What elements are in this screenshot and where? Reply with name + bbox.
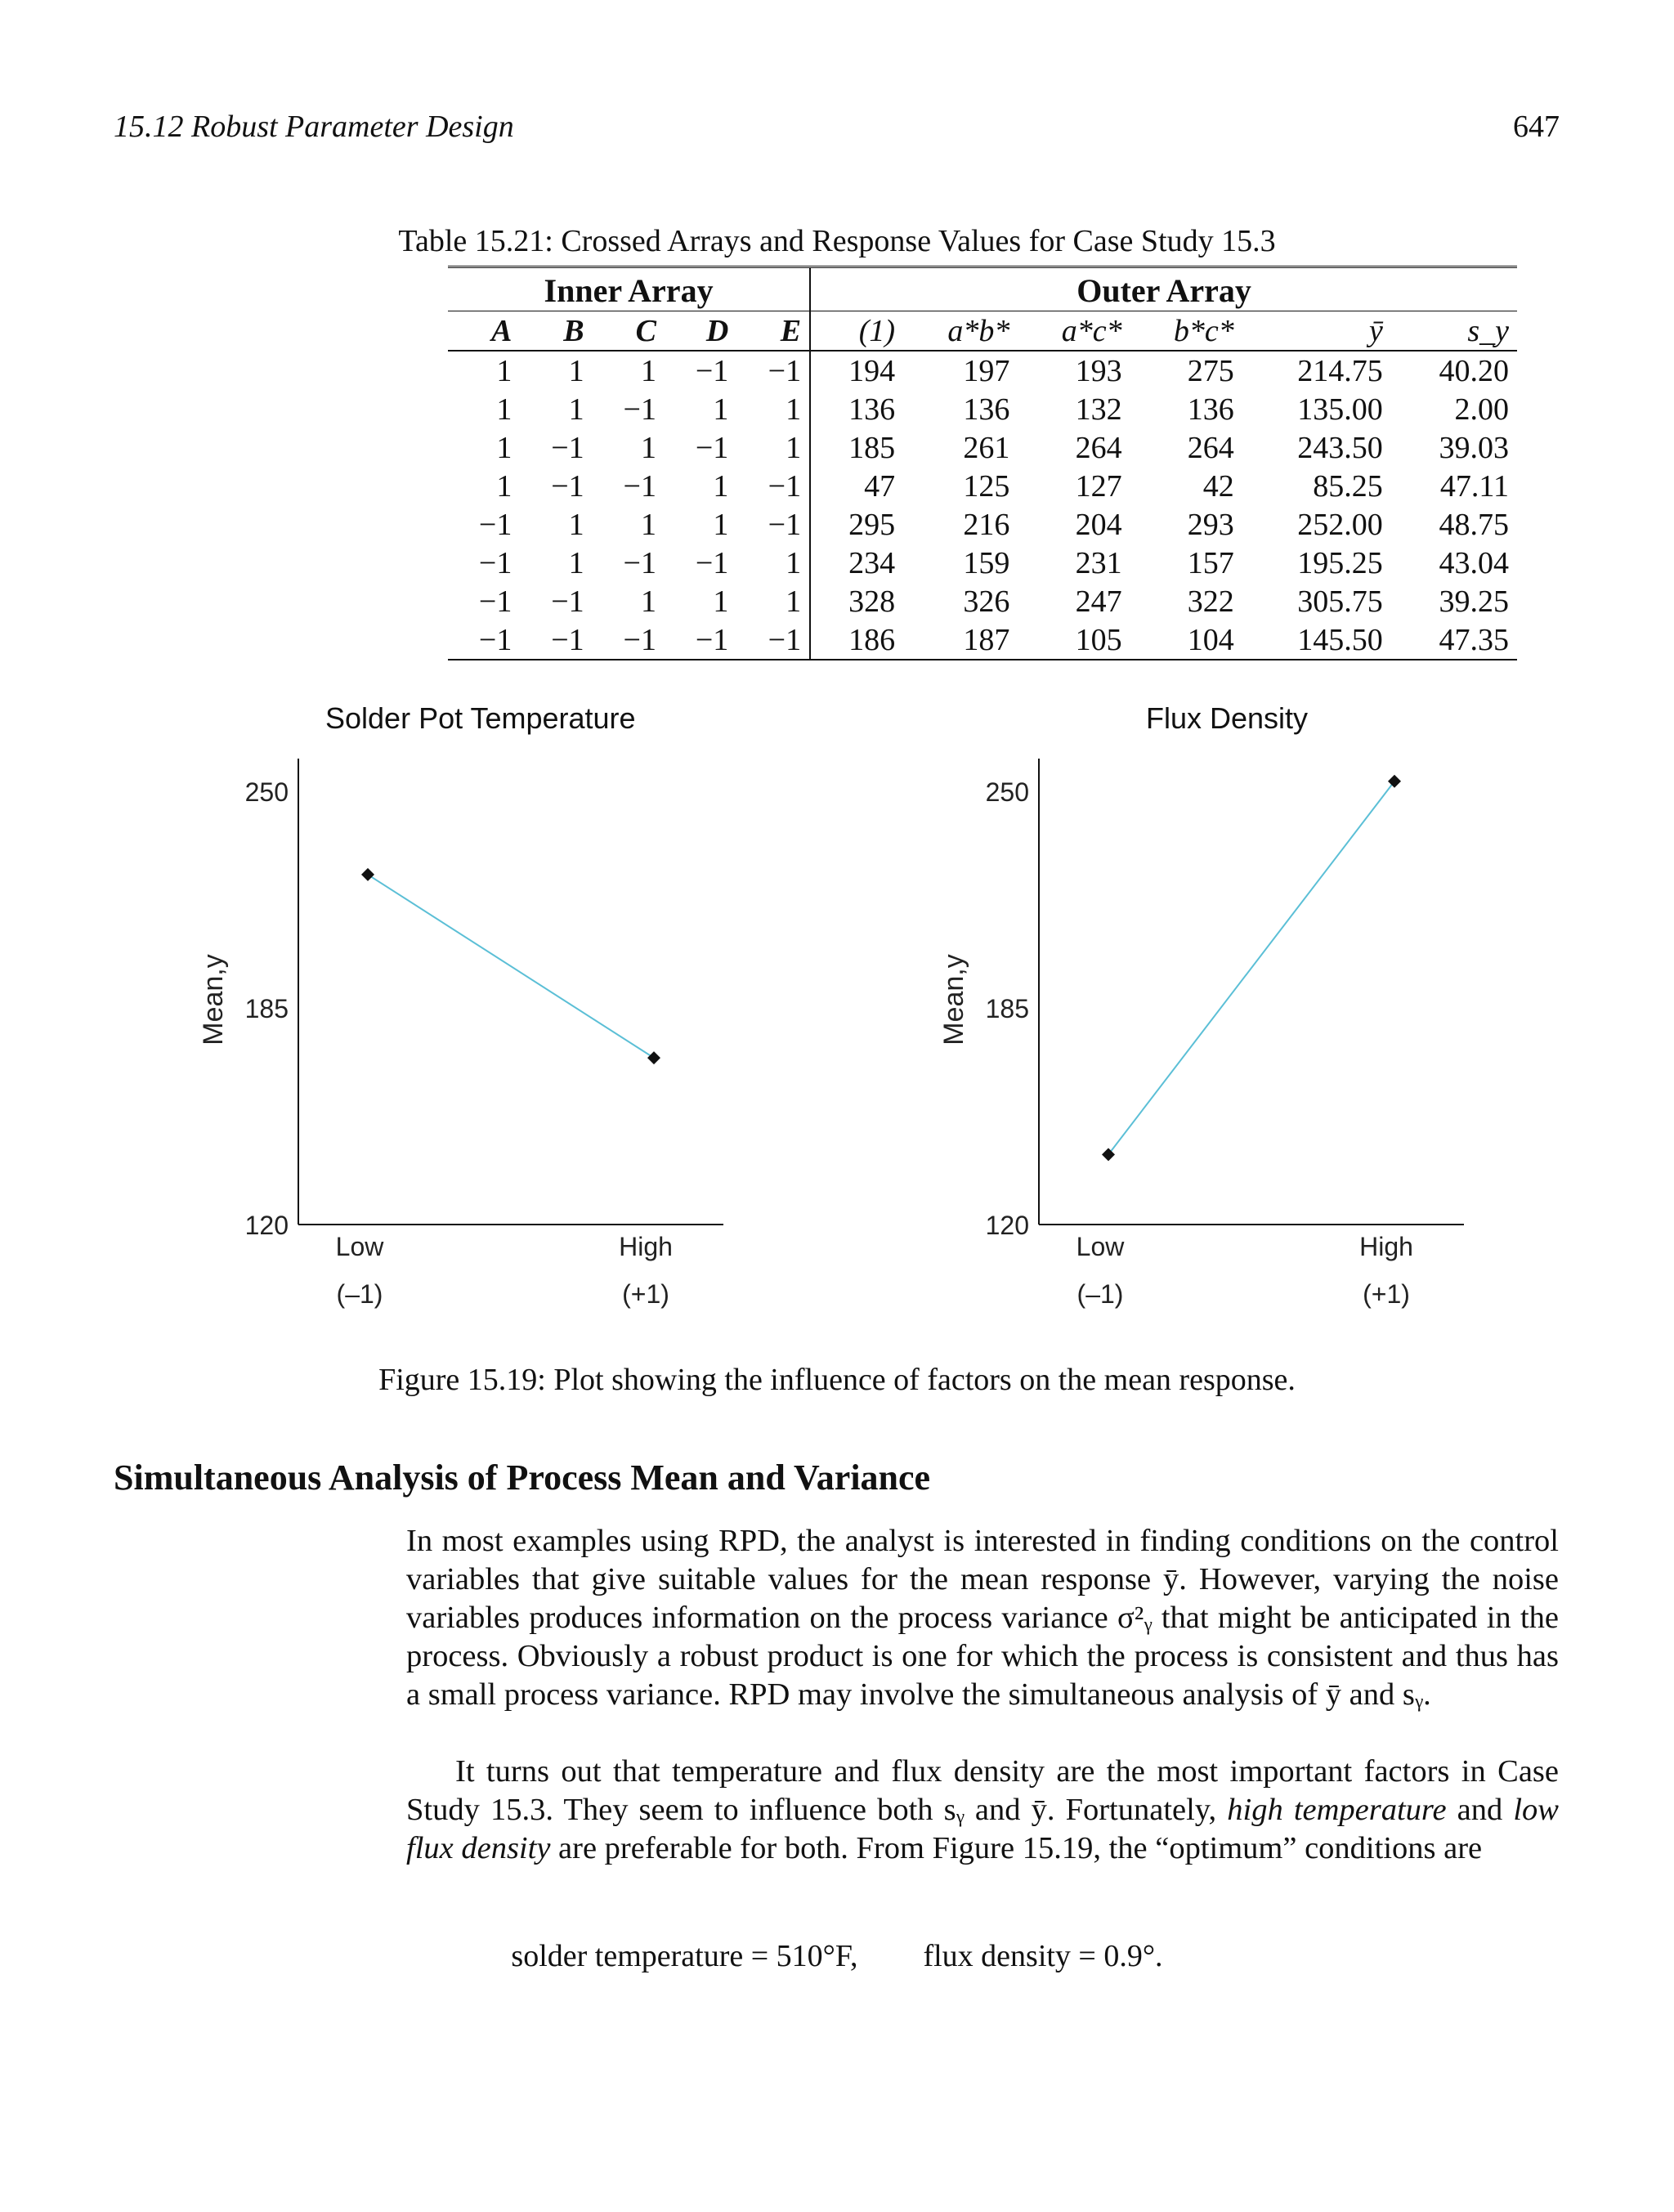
- table-cell: −1: [695, 622, 729, 657]
- table-cell: 185: [848, 430, 896, 465]
- paragraph-2-text-a: It turns out that temperature and flux density are the most important factors in Case Study 15.3. They seem to influence both sᵧ and ȳ. Fortunately,: [406, 1754, 1559, 1827]
- table-row: [448, 505, 1517, 544]
- table-cell: 1: [736, 390, 810, 428]
- table-cell: 136: [848, 392, 896, 427]
- table-cell: 1: [640, 584, 656, 619]
- table-cell: 1: [496, 468, 512, 504]
- table-cell: 1: [640, 430, 656, 465]
- data-point: [1102, 1148, 1115, 1161]
- column-header: C: [593, 311, 665, 352]
- table-cell: 243.50: [1297, 430, 1383, 465]
- table-row: [448, 582, 1517, 620]
- table-row: [448, 428, 1517, 467]
- table-cell: 125: [963, 468, 1010, 504]
- table-cell: 295: [848, 507, 896, 542]
- figure-caption: Figure 15.19: Plot showing the influence of factors on the mean response.: [378, 1363, 1296, 1397]
- column-header: s_y: [1391, 311, 1517, 352]
- table-cell: 136: [963, 392, 1010, 427]
- table-cell: 1: [568, 507, 584, 542]
- table-cell: 1: [713, 392, 729, 427]
- table-cell: −1: [623, 468, 656, 504]
- table-cell: 234: [848, 545, 896, 580]
- table-cell: 48.75: [1439, 507, 1509, 542]
- table-cell: 1: [640, 507, 656, 542]
- table-cell: 1: [713, 468, 729, 504]
- y-tick-label: 120: [244, 1211, 289, 1240]
- table-cell: −1: [736, 467, 810, 505]
- x-tick-label: Low: [1076, 1232, 1125, 1261]
- table-cell: −1: [551, 622, 584, 657]
- optimum-conditions-equation: [0, 1938, 1674, 1974]
- column-header: (1): [810, 311, 903, 352]
- series-line: [368, 875, 654, 1058]
- table-cell: 39.03: [1439, 430, 1509, 465]
- paragraph-2: [406, 1753, 1559, 1868]
- table-cell: 1: [713, 507, 729, 542]
- table-cell: 47: [864, 468, 896, 504]
- page-number: 647: [1513, 110, 1560, 144]
- x-tick-label: Low: [335, 1232, 384, 1261]
- table-cell: 1: [713, 584, 729, 619]
- column-header: E: [736, 311, 810, 352]
- table-cell: −1: [623, 545, 656, 580]
- column-header: b*c*: [1130, 311, 1242, 352]
- table-cell: 43.04: [1439, 545, 1509, 580]
- column-header: D: [665, 311, 736, 352]
- table-cell: 193: [1075, 353, 1122, 388]
- table-cell: −1: [551, 584, 584, 619]
- table-cell: −1: [736, 351, 810, 390]
- table-cell: 47.11: [1439, 468, 1509, 504]
- column-header: a*c*: [1018, 311, 1130, 352]
- table-cell: −1: [736, 620, 810, 660]
- table-row: [448, 351, 1517, 390]
- chart-title-flux: Flux Density: [1146, 701, 1309, 735]
- chart-title-solder: Solder Pot Temperature: [325, 701, 636, 735]
- table-cell: 264: [1187, 430, 1234, 465]
- column-header: ȳ: [1242, 311, 1391, 352]
- crossed-array-table: [448, 266, 1517, 660]
- table-cell: 1: [736, 582, 810, 620]
- table-cell: 204: [1075, 507, 1122, 542]
- table-cell: 47.35: [1439, 622, 1509, 657]
- data-point: [1388, 775, 1401, 788]
- table-cell: −1: [551, 468, 584, 504]
- table-cell: −1: [623, 392, 656, 427]
- table-cell: 145.50: [1297, 622, 1383, 657]
- table-cell: 132: [1075, 392, 1122, 427]
- table-cell: 159: [963, 545, 1010, 580]
- table-cell: 197: [963, 353, 1010, 388]
- table-cell: 1: [736, 428, 810, 467]
- inner-array-header: Inner Array: [448, 267, 810, 311]
- x-tick-label: High: [619, 1232, 673, 1261]
- y-tick-label: 185: [244, 994, 289, 1023]
- data-point: [361, 868, 374, 881]
- x-tick-label: High: [1359, 1232, 1413, 1261]
- paragraph-2-emphasis-2: low flux density: [406, 1793, 1559, 1865]
- table-cell: 194: [848, 353, 896, 388]
- table-cell: 105: [1075, 622, 1122, 657]
- flux-density-chart: [937, 736, 1493, 1324]
- table-cell: −1: [695, 430, 729, 465]
- table-cell: 1: [496, 392, 512, 427]
- x-tick-code: (+1): [622, 1279, 669, 1309]
- x-tick-code: (+1): [1363, 1279, 1410, 1309]
- y-tick-label: 120: [985, 1211, 1029, 1240]
- table-cell: 40.20: [1439, 353, 1509, 388]
- table-cell: 2.00: [1454, 392, 1509, 427]
- table-cell: −1: [695, 353, 729, 388]
- table-cell: 305.75: [1297, 584, 1383, 619]
- y-tick-label: 250: [244, 777, 289, 807]
- table-cell: 275: [1187, 353, 1234, 388]
- table-cell: −1: [551, 430, 584, 465]
- table-cell: −1: [478, 507, 512, 542]
- table-cell: 264: [1075, 430, 1122, 465]
- paragraph-2-text-b: and: [1446, 1793, 1514, 1827]
- series-line: [1108, 781, 1394, 1155]
- y-tick-label: 185: [985, 994, 1029, 1023]
- table-cell: 231: [1075, 545, 1122, 580]
- table-cell: 187: [963, 622, 1010, 657]
- table-row: [448, 390, 1517, 428]
- table-cell: 293: [1187, 507, 1234, 542]
- table-cell: −1: [623, 622, 656, 657]
- table-cell: 1: [736, 544, 810, 582]
- x-tick-code: (–1): [336, 1279, 383, 1309]
- table-cell: −1: [736, 505, 810, 544]
- table-cell: −1: [478, 545, 512, 580]
- section-title: Simultaneous Analysis of Process Mean and Variance: [114, 1458, 931, 1498]
- table-cell: 135.00: [1297, 392, 1383, 427]
- table-cell: 326: [963, 584, 1010, 619]
- table-cell: 85.25: [1313, 468, 1383, 504]
- table-cell: 247: [1075, 584, 1122, 619]
- column-header: a*b*: [903, 311, 1018, 352]
- equation-right: flux density = 0.9°.: [923, 1939, 1163, 1973]
- table-cell: 261: [963, 430, 1010, 465]
- table-cell: 195.25: [1297, 545, 1383, 580]
- data-point: [647, 1051, 660, 1064]
- outer-array-header: Outer Array: [1076, 272, 1251, 309]
- y-tick-label: 250: [985, 777, 1029, 807]
- table-cell: 214.75: [1297, 353, 1383, 388]
- column-header: B: [520, 311, 592, 352]
- running-head: 15.12 Robust Parameter Design: [114, 110, 514, 144]
- table-cell: 1: [568, 353, 584, 388]
- paragraph-2-emphasis-1: high temperature: [1227, 1793, 1447, 1827]
- table-cell: 127: [1075, 468, 1122, 504]
- table-cell: 1: [568, 545, 584, 580]
- table-cell: 157: [1187, 545, 1234, 580]
- table-cell: 1: [568, 392, 584, 427]
- paragraph-1: In most examples using RPD, the analyst is interested in finding conditions on the control variables that give suitable values for the mean response ȳ. However, varying the noise variables produces information on the process variance σ²ᵧ that might be anticipated in the process. Obviously a robust product is one for which the process is consistent and thus has a small process variance. RPD may involve the simultaneous analysis of ȳ and sᵧ.: [406, 1524, 1559, 1712]
- table-row: [448, 620, 1517, 660]
- table-cell: 216: [963, 507, 1010, 542]
- table-cell: −1: [478, 622, 512, 657]
- table-row: [448, 467, 1517, 505]
- table-row: [448, 544, 1517, 582]
- table-cell: 322: [1187, 584, 1234, 619]
- table-cell: 1: [496, 430, 512, 465]
- table-cell: 104: [1187, 622, 1234, 657]
- y-axis-label: Mean,y: [198, 954, 229, 1046]
- table-cell: −1: [478, 584, 512, 619]
- paragraph-2-text-c: are preferable for both. From Figure 15.19, the “optimum” conditions are: [550, 1831, 1483, 1865]
- equation-left: solder temperature = 510°F,: [511, 1939, 858, 1973]
- table-cell: 39.25: [1439, 584, 1509, 619]
- table-cell: 42: [1202, 468, 1234, 504]
- table-cell: 328: [848, 584, 896, 619]
- table-cell: 252.00: [1297, 507, 1383, 542]
- table-cell: 186: [848, 622, 896, 657]
- y-axis-label: Mean,y: [938, 954, 969, 1046]
- table-cell: 1: [640, 353, 656, 388]
- table-cell: −1: [695, 545, 729, 580]
- table-cell: 1: [496, 353, 512, 388]
- column-header: A: [448, 311, 520, 352]
- x-tick-code: (–1): [1076, 1279, 1124, 1309]
- table-caption: Table 15.21: Crossed Arrays and Response Values for Case Study 15.3: [398, 224, 1276, 258]
- solder-temperature-chart: [196, 736, 752, 1324]
- table-cell: 136: [1187, 392, 1234, 427]
